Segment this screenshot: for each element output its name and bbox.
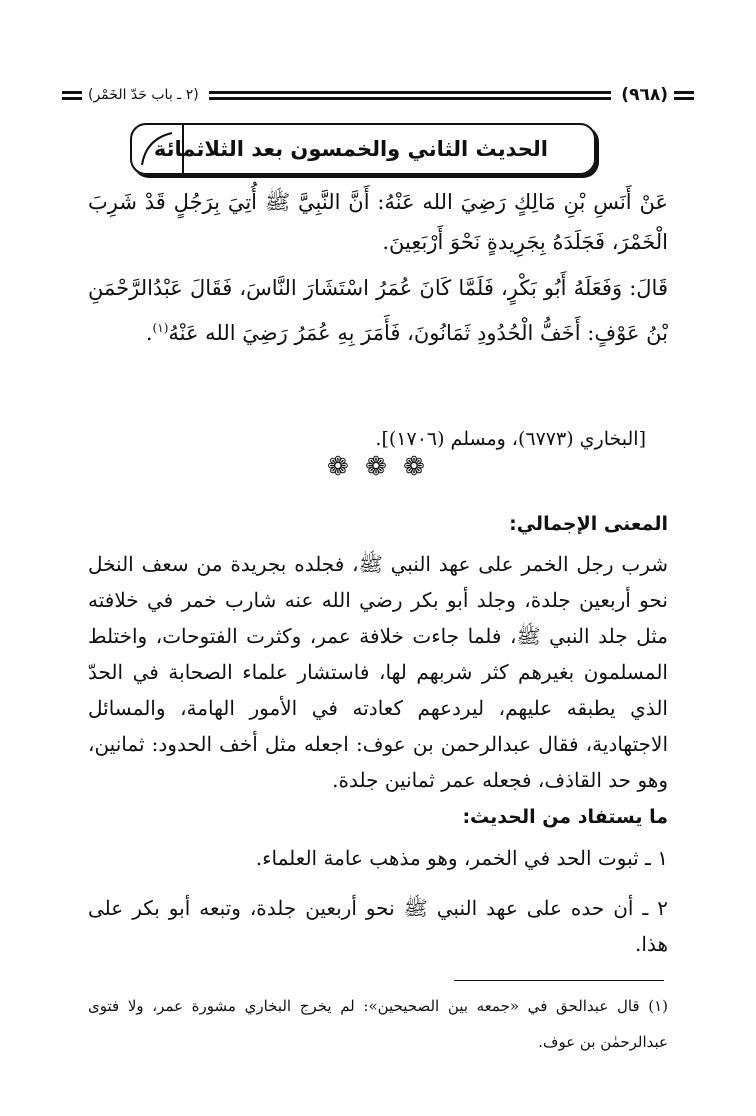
header-bars-right — [674, 91, 694, 100]
chapter-title: (٢ ـ باب حَدّ الخَمْر) — [88, 87, 199, 103]
hadith-text-2-end: . — [145, 321, 153, 345]
section-separator: ❁ ❁ ❁ — [327, 452, 429, 482]
benefit-item-2: ٢ ـ أن حده على عهد النبي ﷺ نحو أربعين جلدة، وتبعه أبو بكر على هذا. — [88, 896, 668, 956]
summary-text: شرب رجل الخمر على عهد النبي ﷺ، فجلده بجريدة من سعف النخل نحو أربعين جلدة، وجلد أبو بكر رضي الله عنه شارب خمر في خلافته مثل جلد النبي ﷺ، فلما جاءت خلافة عمر، وكثرت الفتوحات، واختلط المسلمون بغيرهم كثر شربهم لها، فاستشار علماء الصحابة في الحدّ الذي يطبقه عليهم، ليردعهم كعادته في الأمور الهامة، والمسائل الاجتهادية، فقال عبدالرحمن بن عوف: اجعله مثل أخف الحدود: ثمانين، وهو حد القاذف، فجعله عمر ثمانين جلدة. — [88, 552, 668, 792]
header-bars-left — [62, 91, 82, 100]
page-number: (٩٦٨) — [621, 85, 668, 105]
hadith-title: الحديث الثاني والخمسون بعد الثلاثمائة — [153, 137, 548, 161]
header-rule — [209, 91, 612, 100]
benefit-item-1: ١ ـ ثبوت الحد في الخمر، وهو مذهب عامة العلماء. — [255, 846, 668, 870]
footnote-rule — [454, 980, 664, 981]
hadith-source: [البخاري (٦٧٧٣)، ومسلم (١٧٠٦)]. — [375, 428, 646, 450]
running-header — [62, 82, 694, 108]
summary-heading: المعنى الإجمالي: — [509, 513, 668, 535]
benefits-heading: ما يستفاد من الحديث: — [462, 806, 668, 828]
hadith-title-box — [130, 123, 596, 175]
hadith-text-2 — [88, 268, 668, 353]
hadith-text-1: عَنْ أَنَسِ بْنِ مَالِكٍ رَضِيَ الله عَنْهُ: أَنَّ النَّبِيَّ ﷺ أُتِيَ بِرَجُلٍ قَدْ شَرِبَ الْخَمْرَ، فَجَلَدَهُ بِجَرِيدةٍ نَحْوَ أَرْبَعِينَ. — [88, 190, 668, 254]
footnote-marker: (١) — [152, 321, 169, 335]
footnote: (١) قال عبدالحق في «جمعه بين الصحيحين»: لم يخرج البخاري مشورة عمر، ولا فتوى عبدالرحمٰن بن عوف. — [88, 997, 668, 1051]
hadith-text-2-body: قَالَ: وَفَعَلَهُ أَبُو بَكْرٍ، فَلَمَّا كَانَ عُمَرُ اسْتَشَارَ النَّاسَ، فَقَالَ عَبْدُالرَّحْمَنِ بْنُ عَوْفٍ: أَخَفُّ الْحُدُودِ ثَمَانُونَ، فَأَمَرَ بِهِ عُمَرُ رَضِيَ الله عَنْهُ — [88, 276, 668, 345]
